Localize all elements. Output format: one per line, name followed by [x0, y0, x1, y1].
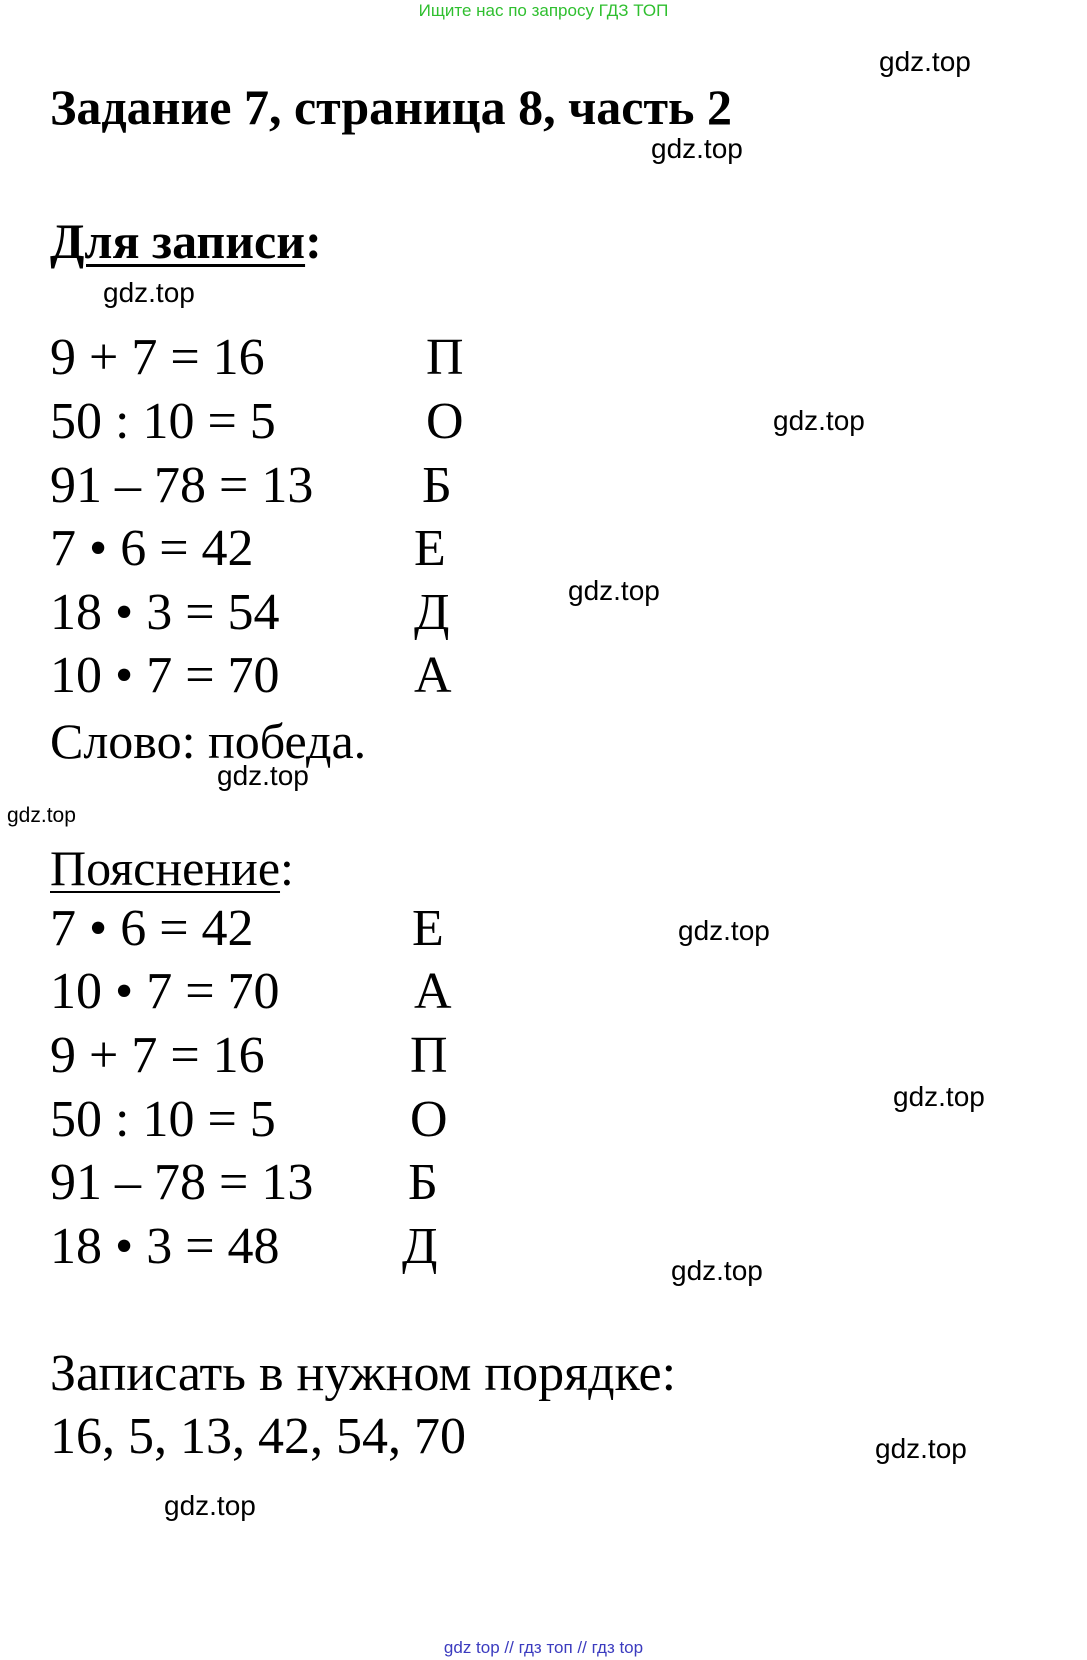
explanation-letter-3: П [410, 1027, 448, 1084]
explanation-expr-3: 9 + 7 = 16 [50, 1027, 265, 1084]
explanation-letter-6: Д [402, 1218, 438, 1275]
record-heading [50, 212, 322, 270]
word-line: Слово: победа. [50, 713, 367, 769]
record-heading-colon: : [305, 213, 322, 269]
explanation-heading-text: Пояснение [50, 840, 281, 896]
record-letter-6: А [414, 647, 452, 704]
explanation-expr-6: 18 • 3 = 48 [50, 1218, 280, 1275]
explanation-heading-colon: : [280, 840, 294, 896]
record-expr-4: 7 • 6 = 42 [50, 520, 254, 577]
watermark: gdz.top [164, 1490, 256, 1521]
watermark: gdz.top [671, 1255, 763, 1286]
explanation-letter-2: А [414, 963, 452, 1020]
record-heading-text: Для записи [50, 213, 306, 269]
record-expr-3: 91 – 78 = 13 [50, 457, 314, 514]
record-letter-3: Б [422, 457, 452, 514]
record-expr-6: 10 • 7 = 70 [50, 647, 280, 704]
watermark: gdz.top [103, 277, 195, 308]
watermark: gdz.top [568, 575, 660, 606]
record-letter-5: Д [414, 584, 450, 641]
explanation-expr-2: 10 • 7 = 70 [50, 963, 280, 1020]
explanation-expr-4: 50 : 10 = 5 [50, 1091, 276, 1148]
watermark: gdz.top [773, 405, 865, 436]
explanation-expr-5: 91 – 78 = 13 [50, 1154, 314, 1211]
record-expr-2: 50 : 10 = 5 [50, 393, 276, 450]
watermark: gdz.top [7, 804, 76, 827]
watermark: gdz.top [217, 760, 309, 791]
explanation-expr-1: 7 • 6 = 42 [50, 900, 254, 957]
watermark: gdz.top [893, 1081, 985, 1112]
explanation-letter-5: Б [408, 1154, 438, 1211]
order-label: Записать в нужном порядке: [50, 1345, 677, 1402]
explanation-heading [50, 840, 294, 896]
watermark: gdz.top [879, 46, 971, 77]
watermark: gdz.top [875, 1433, 967, 1464]
record-expr-5: 18 • 3 = 54 [50, 584, 280, 641]
record-expr-1: 9 + 7 = 16 [50, 329, 265, 386]
watermark: gdz.top [651, 133, 743, 164]
record-letter-2: О [426, 393, 464, 450]
explanation-letter-4: О [410, 1091, 448, 1148]
footer-links[interactable]: gdz top // гдз топ // гдз top [443, 1638, 644, 1657]
top-banner: Ищите нас по запросу ГДЗ ТОП [418, 1, 669, 20]
page-title: Задание 7, страница 8, часть 2 [50, 79, 732, 135]
record-letter-1: П [426, 329, 464, 386]
record-letter-4: Е [414, 520, 446, 577]
order-values: 16, 5, 13, 42, 54, 70 [50, 1408, 466, 1465]
explanation-letter-1: Е [412, 900, 444, 957]
watermark: gdz.top [678, 915, 770, 946]
